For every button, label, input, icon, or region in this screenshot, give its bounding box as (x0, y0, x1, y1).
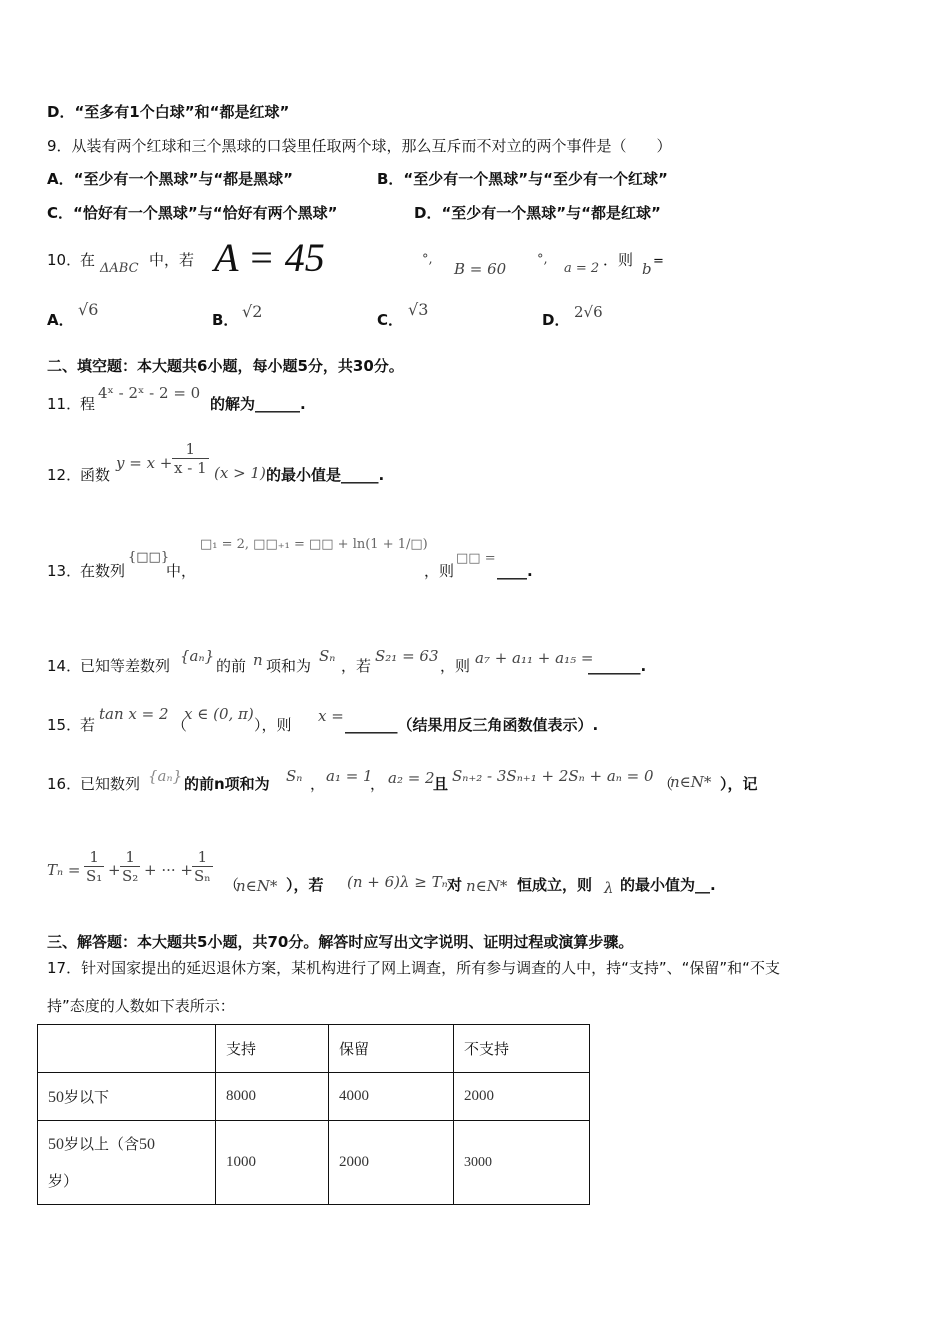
q10-option-b-label: B． (212, 311, 239, 329)
q15-number: 15． (47, 716, 82, 734)
q10-angle-a: A = 45 (214, 235, 325, 280)
q16-text-4: （ (658, 775, 674, 793)
table-cell: 3000 (454, 1121, 590, 1205)
q16-fraction-3 (192, 848, 213, 885)
table-row-label (38, 1121, 216, 1205)
q14-expression: a₇ + a₁₁ + a₁₅ = (475, 649, 594, 667)
q16-sequence: {aₙ} (148, 767, 183, 785)
q14-text-4: ，若 (341, 657, 372, 675)
section-3-heading: 三、解答题：本大题共5小题，共70分。解答时应写出文字说明、证明过程或演算步骤。 (47, 933, 634, 951)
q14-sequence: {aₙ} (180, 647, 215, 665)
q9-option-d: D．“至少有一个黑球”与“都是红球” (414, 204, 661, 222)
q17-stem-line-2: 持”态度的人数如下表所示： (47, 997, 235, 1015)
q14-text-2: 的前 (216, 657, 247, 675)
q10-option-b-value: √2 (242, 302, 263, 321)
age-number-2: 50 (139, 1136, 156, 1153)
q10-text-in: 在 (80, 251, 96, 269)
q16-fraction-2 (120, 848, 140, 885)
q16-text-3: 且 (433, 775, 449, 793)
q14-text-6: _______. (588, 657, 647, 675)
q17-stem-line-1: 17．针对国家提出的延迟退休方案，某机构进行了网上调查，所有参与调查的人中，持“支持”、“保留”和“不支 (47, 959, 780, 977)
q16-fraction-1 (84, 848, 104, 885)
table-header-cell: 不支持 (454, 1025, 590, 1073)
q11-equation: 4ˣ - 2ˣ - 2 = 0 (98, 384, 201, 402)
q11-text-1: 程 (80, 395, 96, 413)
q10-option-c-value: √3 (408, 300, 429, 319)
table-cell: 8000 (216, 1073, 329, 1121)
q16-text-6: （ (224, 876, 240, 894)
q16-dots: + ··· + (144, 861, 193, 879)
q14-text-1: 已知等差数列 (80, 657, 171, 675)
q12-fraction-denominator: x - 1 (174, 459, 207, 477)
q13-text-2: 中， (166, 562, 197, 580)
age-tail: 岁） (48, 1172, 79, 1190)
q13-formula: □₁ = 2, □□₊₁ = □□ + ln(1 + 1/□) (200, 537, 428, 552)
q10-option-c-label: C． (377, 311, 404, 329)
q10-option-a-label: A． (47, 311, 74, 329)
age-text: 岁以上（含 (64, 1135, 140, 1153)
table-row-label (38, 1073, 216, 1121)
q10-option-a-value: √6 (78, 300, 99, 319)
q10-number: 10． (47, 251, 82, 269)
survey-table (37, 1024, 590, 1205)
q16-recurrence: Sₙ₊₂ - 3Sₙ₊₁ + 2Sₙ + aₙ = 0 (452, 767, 654, 785)
q10-side-a: a = 2 (564, 261, 600, 276)
q10-option-d-label: D． (542, 311, 570, 329)
q16-text-8: 对 (447, 876, 463, 894)
q12-text-2: 的最小值是_____. (266, 466, 385, 484)
q12-text-1: 函数 (80, 466, 111, 484)
table-header-cell: 保留 (329, 1025, 454, 1073)
q16-text-9: 恒成立，则 (517, 876, 593, 894)
q15-text-3: _______（结果用反三角函数值表示）. (345, 716, 599, 734)
q10-text-then: ．则 (603, 251, 634, 269)
q16-comma-2: ， (370, 775, 386, 793)
q11-text-2: 的解为______. (210, 395, 306, 413)
q16-text-10: 的最小值为__. (620, 876, 716, 894)
q10-option-d-value: 2√6 (574, 303, 603, 321)
q10-degree-2: °, (537, 252, 548, 267)
q16-tn: Tₙ = (47, 861, 81, 879)
q16-text-7: ），若 (286, 876, 324, 894)
q13-text-4: ____. (497, 562, 533, 580)
q10-degree-1: °, (422, 252, 433, 267)
q12-fraction (172, 440, 209, 477)
q14-condition: S₂₁ = 63 (375, 647, 439, 665)
q9-option-a: A．“至少有一个黑球”与“都是黑球” (47, 170, 294, 188)
q13-ask: □□ = (456, 551, 496, 566)
q13-text-3: ，则 (424, 562, 455, 580)
q16-a2: a₂ = 2 (388, 769, 435, 787)
q12-condition: (x > 1) (214, 464, 266, 482)
q10-b: b (642, 260, 652, 278)
q10-triangle: ΔABC (100, 261, 139, 276)
table-header-row (38, 1025, 590, 1073)
q12-lhs: y = x + (116, 454, 173, 472)
q13-number: 13． (47, 562, 82, 580)
q14-sn: Sₙ (319, 647, 336, 665)
table-cell: 2000 (329, 1121, 454, 1205)
q9-option-c: C．“恰好有一个黑球”与“恰好有两个黑球” (47, 204, 338, 222)
q15-text-1: 若 (80, 716, 96, 734)
q15-condition: tan x = 2 (99, 705, 169, 723)
q16-text-2: 的前n项和为 (184, 775, 270, 793)
q10-angle-b: B = 60 (454, 260, 507, 278)
q8-option-d: D．“至多有1个白球”和“都是红球” (47, 103, 290, 121)
q16-text-1: 已知数列 (80, 775, 141, 793)
q16-fraction-2-numerator: 1 (120, 848, 140, 867)
q13-sequence: {□□} (128, 550, 170, 565)
section-2-heading: 二、填空题：本大题共6小题，每小题5分，共30分。 (47, 357, 404, 375)
table-header-cell: 支持 (216, 1025, 329, 1073)
q16-n-in-n-1: n∈N* (670, 773, 712, 791)
q15-domain: x ∈ (0, π) (184, 705, 254, 723)
q16-lambda: λ (604, 879, 614, 897)
q15-text-2: ），则 (254, 716, 292, 734)
q9-option-b: B．“至少有一个黑球”与“至少有一个红球” (377, 170, 668, 188)
age-number: 50 (48, 1136, 64, 1153)
q14-number: 14． (47, 657, 82, 675)
q11-number: 11． (47, 395, 82, 413)
table-cell: 2000 (454, 1073, 590, 1121)
q15-ask: x = (318, 707, 344, 725)
q16-sn: Sₙ (286, 767, 303, 785)
table-cell: 4000 (329, 1073, 454, 1121)
q16-comma-1: ， (310, 775, 326, 793)
q12-number: 12． (47, 466, 82, 484)
table-cell: 1000 (216, 1121, 329, 1205)
table-row (38, 1121, 590, 1205)
age-number: 50 (48, 1089, 64, 1106)
q16-number: 16． (47, 775, 82, 793)
q15-paren-open: （ (172, 716, 188, 734)
q14-text-3: 项和为 (266, 657, 312, 675)
q16-n-in-n-3: n∈N* (466, 877, 508, 895)
q9-stem: 9．从装有两个红球和三个黑球的口袋里任取两个球，那么互斥而不对立的两个事件是（ ） (47, 137, 672, 155)
q14-text-5: ，则 (440, 657, 471, 675)
age-text: 岁以下 (64, 1088, 110, 1106)
q16-inequality: (n + 6)λ ≥ Tₙ (347, 873, 448, 891)
q16-n-in-n-2: n∈N* (236, 877, 278, 895)
table-row (38, 1073, 590, 1121)
q16-fraction-3-numerator: 1 (192, 848, 213, 867)
q10-text-if: 中，若 (149, 251, 195, 269)
q12-fraction-numerator: 1 (172, 440, 209, 459)
q14-n: n (253, 651, 263, 669)
q16-fraction-3-denominator: Sₙ (194, 867, 211, 885)
q16-fraction-2-denominator: S₂ (122, 867, 139, 885)
q16-text-5: ），记 (720, 775, 758, 793)
q16-plus: + (108, 861, 121, 879)
q10-equals: = (653, 254, 664, 269)
q13-text-1: 在数列 (80, 562, 126, 580)
q16-fraction-1-denominator: S₁ (86, 867, 103, 885)
table-header-cell (38, 1025, 216, 1073)
q16-fraction-1-numerator: 1 (84, 848, 104, 867)
q16-a1: a₁ = 1 (326, 767, 373, 785)
